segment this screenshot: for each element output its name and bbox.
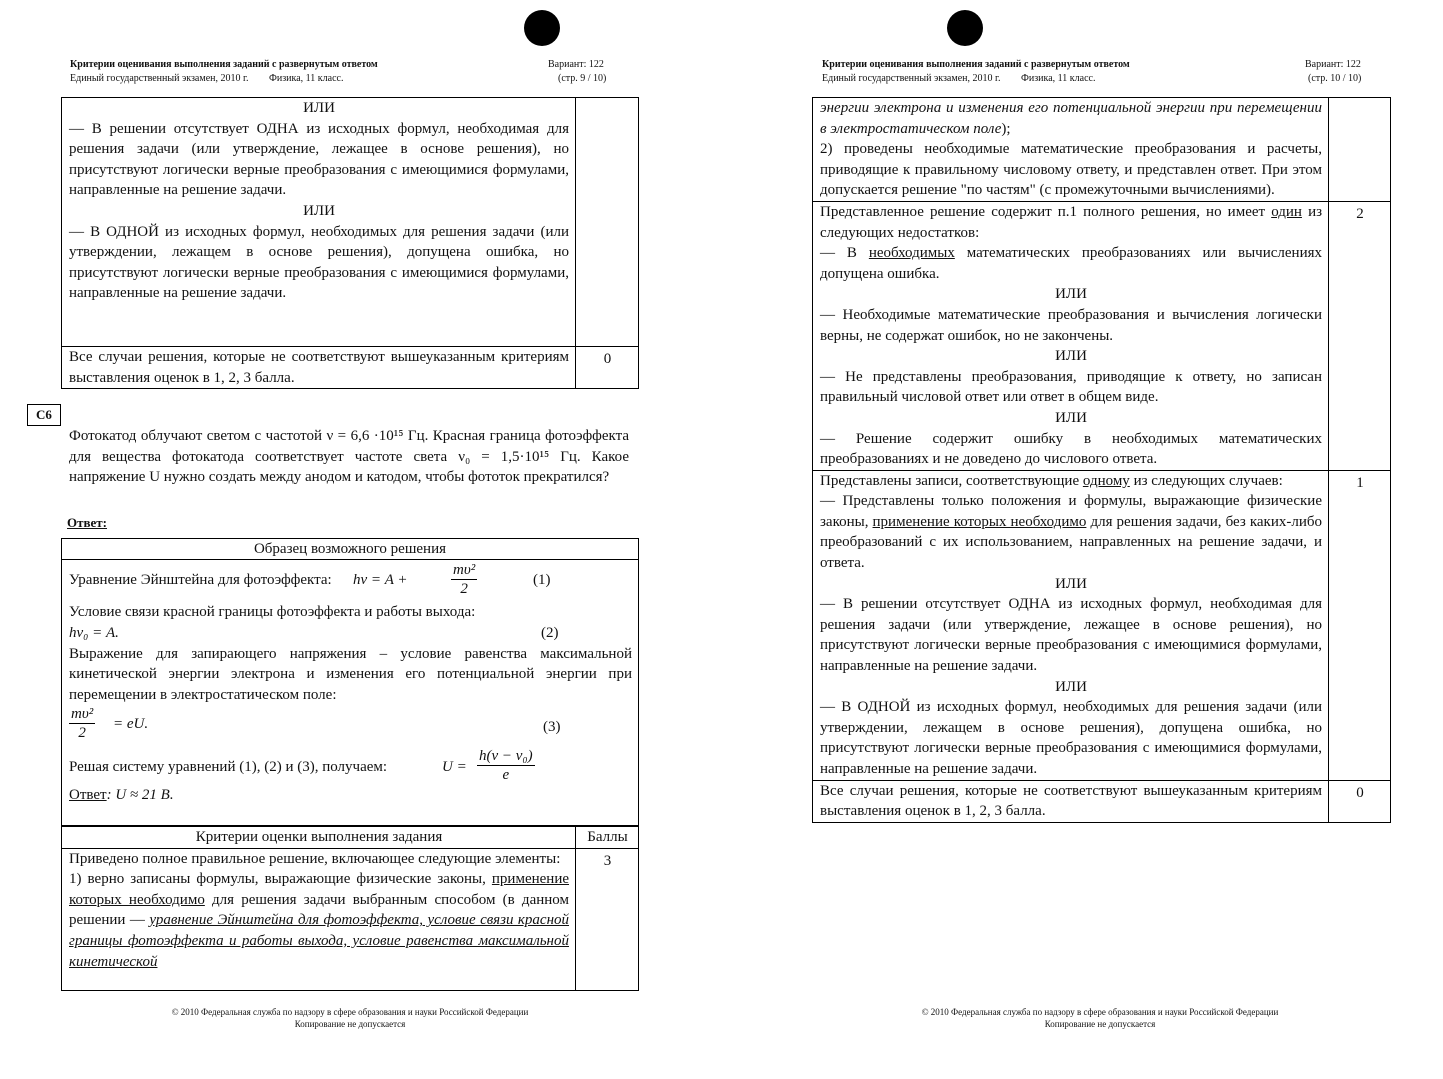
header-exam-year: Единый государственный экзамен, 2010 г.	[822, 73, 1001, 84]
full-criteria-cell	[62, 848, 576, 990]
opt1-a: — В	[820, 245, 857, 262]
continued-criteria-cell	[813, 98, 1329, 202]
footer-notice: Копирование не допускается	[294, 1019, 406, 1029]
eq1-text: Уравнение Эйнштейна для фотоэффекта:	[69, 572, 332, 588]
intro-c: из следующих случаев:	[1133, 472, 1283, 489]
equation-4	[69, 745, 632, 785]
solution-title: Образец возможного решения	[62, 539, 638, 560]
item1-d: уравнение Эйнштейна для фотоэффекта, условие связи красной границы фотоэффекта и работы выхода, условие равенства максимальной кинетической	[69, 912, 570, 970]
equation-1	[69, 560, 632, 602]
final-answer-value: : U ≈ 21 В.	[106, 787, 174, 804]
left-top-criteria-table	[61, 97, 639, 389]
final-answer	[69, 785, 632, 806]
eq1-numerator: mυ²	[453, 562, 476, 578]
intro-b: одному	[1082, 472, 1130, 489]
score-2-option-3: — Не представлены преобразования, приводящие к ответу, но записан правильный числовой ответ или ответ в общем виде.	[820, 368, 1322, 406]
criteria-header: Критерии оценки выполнения задания	[62, 827, 576, 849]
eq1-fraction	[451, 561, 477, 598]
eq2-text: Условие связи красной границы фотоэффекта и работы выхода:	[69, 604, 476, 620]
left-page-header	[70, 58, 640, 86]
eq4-fraction	[477, 747, 535, 784]
score-0: 0	[1329, 780, 1391, 822]
final-answer-label: Ответ	[69, 787, 107, 804]
equation-3	[69, 705, 632, 745]
eq1-formula: hν = A +	[353, 572, 408, 588]
eq3-tag: (3)	[543, 719, 561, 736]
score-1-intro	[820, 471, 1322, 492]
eq3-fraction	[69, 705, 95, 742]
intro-a: Представлены записи, соответствующие	[820, 472, 1080, 489]
header-title: Критерии оценивания выполнения заданий с развернутым ответом	[822, 59, 1130, 70]
opt1-b: необходимых	[868, 245, 955, 262]
or-separator: ИЛИ	[1055, 678, 1087, 695]
eq1-tag: (1)	[533, 572, 551, 588]
item1-c: для решения задачи выбранным способом (в данном решении —	[69, 891, 569, 929]
full-score: 3	[576, 848, 639, 990]
eq2-tag: (2)	[541, 624, 559, 641]
task-text: Фотокатод облучают светом с частотой ν = 6,6 ·10¹⁵ Гц. Красная граница фотоэффекта для вещества фотокатода соответствует частоте света ν₀ = 1,5·10¹⁵ Гц. Какое напряжение U нужно создать между анодом и катодом, чтобы фототок прекратился?	[69, 428, 629, 486]
or-separator: ИЛИ	[303, 202, 335, 219]
punch-hole-right	[947, 10, 983, 46]
score-1-option-1	[820, 491, 1322, 573]
eq4-denominator: e	[502, 767, 510, 784]
score-cell	[576, 98, 639, 347]
criteria-text: — В решении отсутствует ОДНА из исходных формул, необходимая для решения задачи (или утверждение, лежащее в основе решения), но присутствуют логически верные преобразования с имеющимися формулами, направленные на решение задачи.	[69, 120, 569, 199]
answer-label: Ответ:	[67, 515, 108, 530]
score-1-option-2: — В решении отсутствует ОДНА из исходных формул, необходимая для решения задачи (или утверждение, лежащее в основе решения), но присутствуют логически верные преобразования с имеющимися формулами, направленные на решение задачи.	[820, 596, 1322, 675]
full-criteria-text: Приведено полное правильное решение, включающее следующие элементы:	[69, 850, 561, 867]
right-footer	[860, 1006, 1340, 1030]
header-subject: Физика, 11 класс.	[268, 73, 344, 84]
intro-a: Представленное решение содержит п.1 полного решения, но имеет	[820, 203, 1266, 220]
header-variant: Вариант: 122	[1305, 59, 1361, 70]
header-subject: Физика, 11 класс.	[1020, 73, 1096, 84]
zero-criteria-text: Все случаи решения, которые не соответствуют вышеуказанным критериям выставления оценок в 1, 2, 3 балла.	[62, 347, 576, 389]
eq1-denominator: 2	[460, 581, 468, 597]
solution-box	[61, 538, 639, 826]
header-exam	[70, 72, 343, 85]
or-separator: ИЛИ	[1055, 286, 1087, 303]
left-footer	[110, 1006, 590, 1030]
header-page: (стр. 10 / 10)	[1308, 73, 1362, 84]
or-separator: ИЛИ	[1055, 348, 1087, 365]
footer-notice: Копирование не допускается	[1044, 1019, 1156, 1029]
opt1-a: — Представлены только положения и формулы, выражающие физические законы,	[820, 493, 1322, 530]
score-header: Баллы	[576, 827, 639, 849]
intro-c: из следующих недостатков:	[820, 203, 1323, 241]
score-0-criteria-text: Все случаи решения, которые не соответствуют вышеуказанным критериям выставления оценок в 1, 2, 3 балла.	[813, 780, 1329, 822]
header-variant: Вариант: 122	[548, 59, 604, 70]
item1-a: 1) верно записаны формулы, выражающие физические законы,	[69, 871, 486, 888]
zero-score: 0	[576, 347, 639, 389]
punch-hole-left	[524, 10, 560, 46]
header-exam-year: Единый государственный экзамен, 2010 г.	[70, 73, 249, 84]
eq2-formula: hν₀ = A.	[69, 624, 119, 641]
score-2-option-4: — Решение содержит ошибку в необходимых математических преобразованиях и не доведено до числового ответа.	[820, 430, 1322, 468]
score-1: 1	[1329, 470, 1391, 780]
footer-copyright: © 2010 Федеральная служба по надзору в сфере образования и науки Российской Федерации	[921, 1007, 1279, 1017]
score-1-criteria-cell	[813, 470, 1329, 780]
eq3-right: = eU.	[113, 716, 149, 733]
score-2-option-2: — Необходимые математические преобразования и вычисления логически верны, не содержат ошибок, но не закончены.	[820, 306, 1322, 344]
right-page-header	[822, 58, 1392, 86]
eq3-numerator: mυ²	[71, 706, 94, 723]
footer-copyright: © 2010 Федеральная служба по надзору в сфере образования и науки Российской Федерации	[171, 1007, 529, 1017]
eq4-left: U =	[442, 759, 467, 776]
score-2: 2	[1329, 201, 1391, 470]
header-page: (стр. 9 / 10)	[558, 73, 607, 84]
score-1-option-3: — В ОДНОЙ из исходных формул, необходимых для решения задачи (или утверждении, лежащем в основе решения), допущена ошибка, но присутствуют логически верные преобразования с имеющимися формулами, направленные на решение задачи.	[820, 699, 1322, 777]
criteria-text: — В ОДНОЙ из исходных формул, необходимых для решения задачи (или утверждении, лежащем в основе решения), допущена ошибка, но присутствуют логически верные преобразования с имеющимися формулами, направленные на решение задачи.	[69, 223, 569, 302]
score-2-intro	[820, 202, 1322, 243]
left-bottom-criteria-table	[61, 826, 639, 991]
criteria-cell	[62, 98, 576, 347]
opt1-b: применение которых необходимо	[872, 513, 1087, 530]
continued-italic: энергии электрона и изменения его потенциальной энергии при перемещении в электростатическом поле	[820, 100, 1322, 137]
continued-end: );	[1001, 120, 1011, 137]
criteria-item-1	[69, 869, 569, 972]
or-separator: ИЛИ	[1055, 409, 1087, 426]
or-separator: ИЛИ	[1055, 575, 1087, 592]
header-exam	[822, 72, 1095, 85]
intro-b: один	[1271, 203, 1302, 220]
eq3-denominator: 2	[78, 725, 86, 742]
score-cell	[1329, 98, 1391, 202]
right-criteria-table	[812, 97, 1391, 823]
item1-b: применение которых необходимо	[69, 871, 570, 908]
criteria-item-2: 2) проведены необходимые математические преобразования и расчеты, приводящие к правильному числовому ответу, и представлен ответ. При этом допускается решение "по частям" (с промежуточными вычислениями).	[820, 141, 1322, 199]
opt1-c: математических преобразованиях или вычислениях допущена ошибка.	[820, 245, 1322, 282]
eq4-text: Решая систему уравнений (1), (2) и (3), получаем:	[69, 759, 388, 776]
eq3-text: Выражение для запирающего напряжения – условие равенства максимальной кинетической энергии электрона и изменения его потенциальной энергии при перемещении в электростатическом поле:	[69, 645, 632, 703]
header-title: Критерии оценивания выполнения заданий с развернутым ответом	[70, 59, 378, 70]
eq4-numerator: h(ν − ν₀)	[479, 748, 533, 765]
score-2-criteria-cell	[813, 201, 1329, 470]
task-label: C6	[27, 404, 61, 426]
equation-2	[69, 623, 632, 644]
score-2-option-1	[820, 243, 1322, 284]
or-separator: ИЛИ	[303, 100, 335, 116]
opt1-c: для решения задачи, без каких-либо преобразований с их использованием, направленных на решение задачи, и ответа.	[820, 513, 1322, 572]
